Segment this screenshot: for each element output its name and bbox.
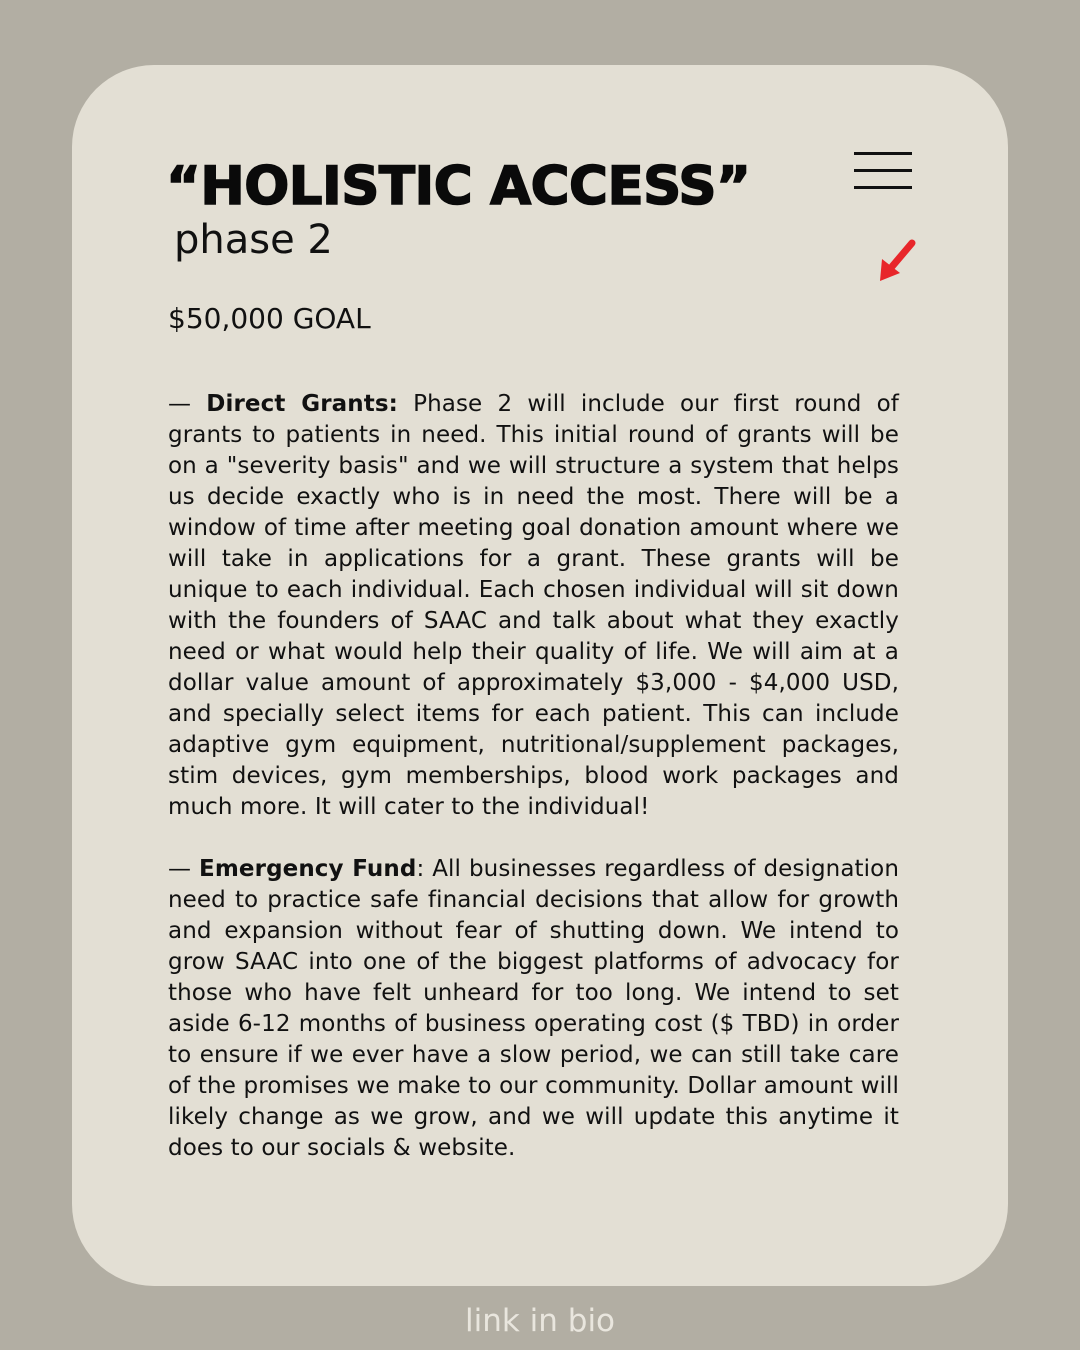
direct-grants-paragraph <box>168 389 899 823</box>
direct-grants-heading: Direct Grants: <box>206 391 398 417</box>
red-arrow-down-left-icon <box>878 239 916 283</box>
hamburger-menu-icon[interactable] <box>854 151 912 191</box>
page-subtitle: phase 2 <box>174 217 333 263</box>
direct-grants-body: Phase 2 will include our first round of grants to patients in need. This initial round of grants will be on a "severity basis" and we will structure a system that helps us decide exactly who is in need the most. There will be a window of time after meeting goal donation amount where we will take in applications for a grant. These grants will be unique to each individual. Each chosen individual will sit down with the founders of SAAC and talk about what they exactly need or what would help their quality of life. We will aim at a dollar value amount of approximately $3,000 - $4,000 USD, and specially select items for each patient. This can include adaptive gym equipment, nutritional/supplement packages, stim devices, gym memberships, blood work packages and much more. It will cater to the individual! <box>168 391 899 820</box>
menu-line <box>854 186 912 189</box>
page-title: “HOLISTIC ACCESS” <box>166 156 751 217</box>
link-in-bio-text[interactable]: link in bio <box>464 1303 616 1339</box>
goal-amount: $50,000 GOAL <box>168 302 371 335</box>
section-dash: — <box>168 391 192 417</box>
menu-line <box>854 169 912 172</box>
emergency-fund-paragraph <box>168 854 899 1164</box>
section-dash: — <box>168 856 192 882</box>
menu-line <box>854 152 912 155</box>
content-card <box>72 65 1008 1286</box>
emergency-fund-heading: Emergency Fund <box>199 856 417 882</box>
emergency-fund-body: : All businesses regardless of designation need to practice safe financial decisions that allow for growth and expansion without fear of shutting down. We intend to grow SAAC into one of the biggest platforms of advocacy for those who have felt unheard for too long. We intend to set aside 6-12 months of business operating cost ($ TBD) in order to ensure if we ever have a slow period, we can still take care of the promises we make to our community. Dollar amount will likely change as we grow, and we will update this anytime it does to our socials & website. <box>168 856 899 1161</box>
